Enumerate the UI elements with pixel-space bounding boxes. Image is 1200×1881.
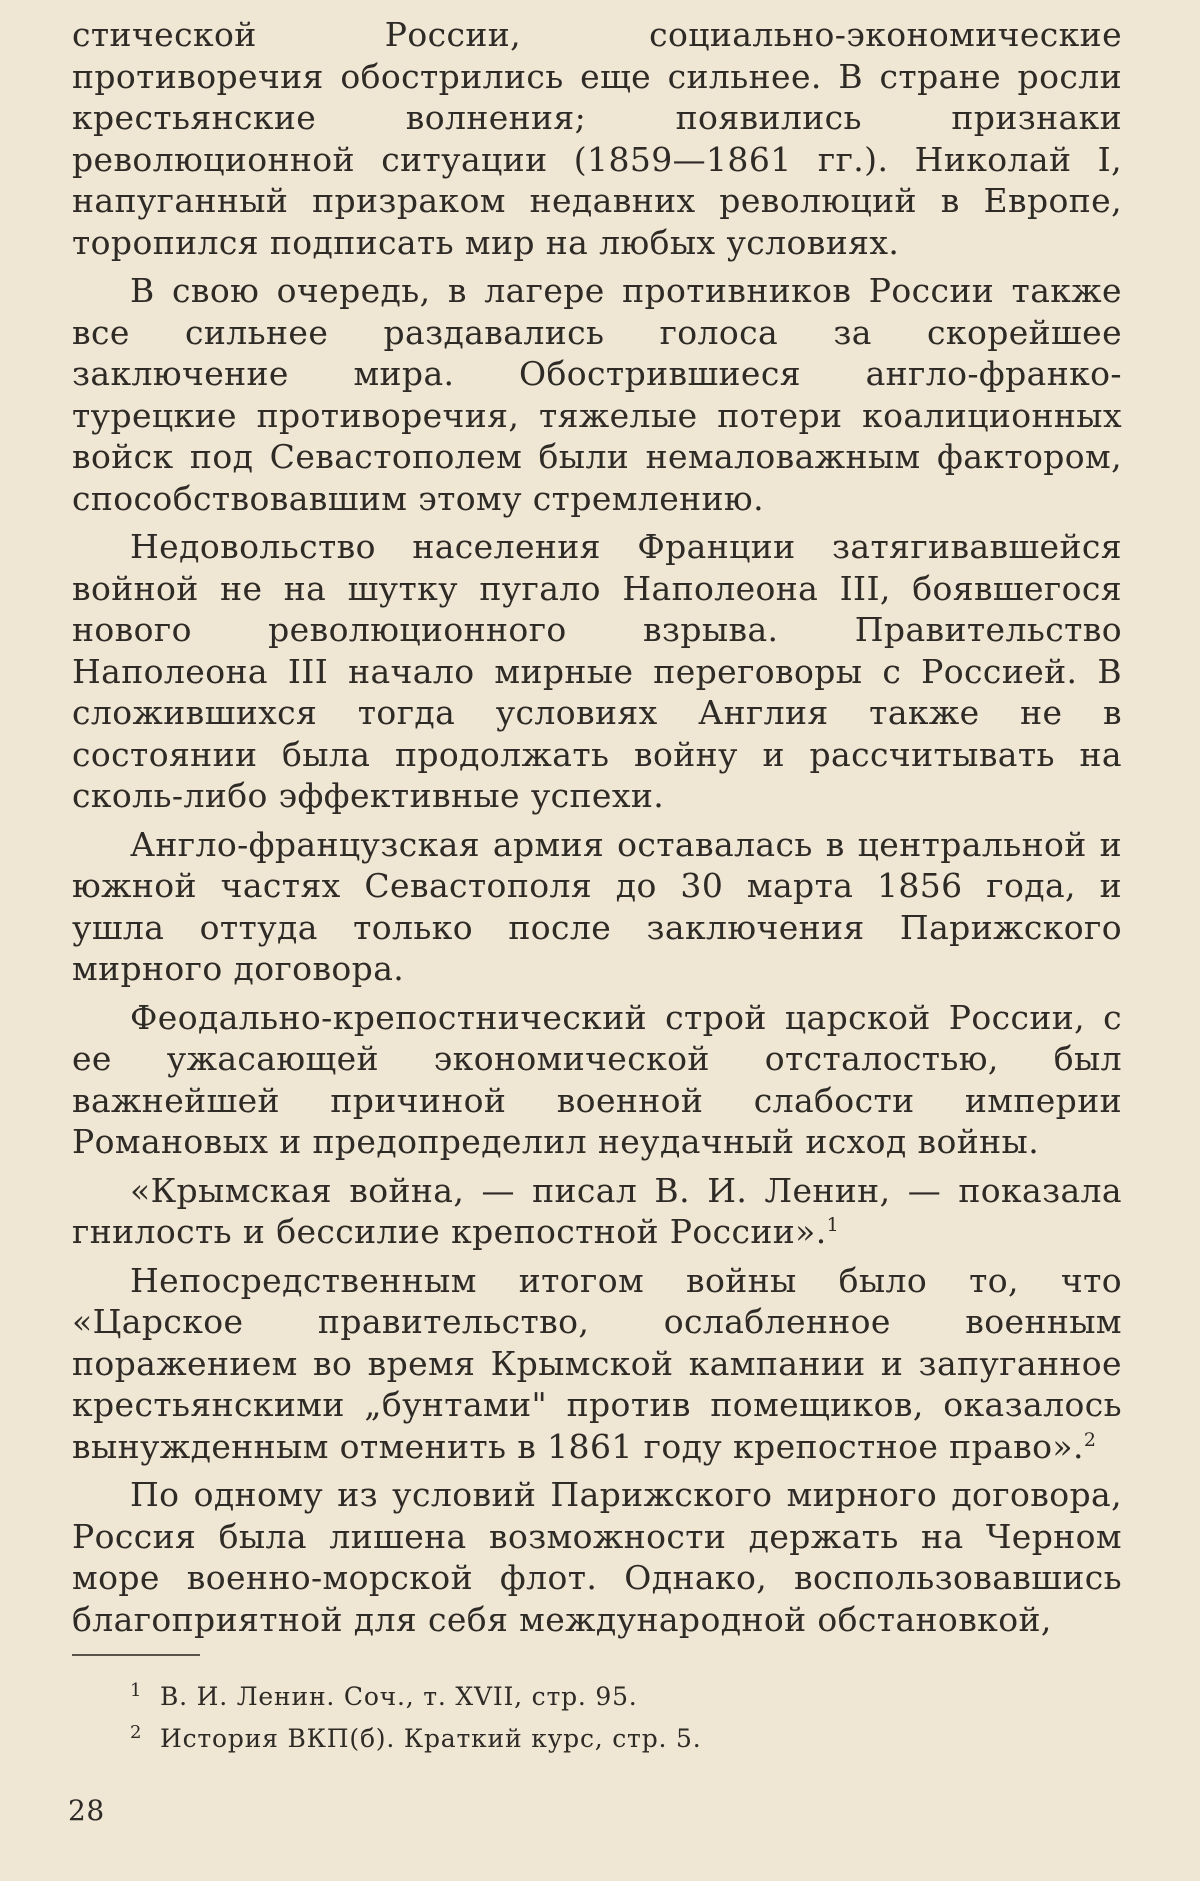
paragraph: В свою очередь, в лагере противников России также все сильнее раздавались голоса за скорейшее заключение мира. Обострившиеся англо-франко-турецкие противоречия, тяжелые потери коалиционных войск под Севастополем были немаловажным фактором, способствовавшим этому стремлению. bbox=[72, 271, 1122, 518]
quote-text: Непосредственным итогом войны было то, что «Царское правительство, ослабленное военным поражением во время Крымской кампании и запуганное крестьянскими „бунтами" против помещиков, оказалось вынужденным отменить в 1861 году крепостное право». bbox=[72, 1260, 1122, 1466]
footnotes bbox=[130, 1676, 1110, 1760]
footnote: 1 В. И. Ленин. Соч., т. XVII, стр. 95. bbox=[130, 1679, 638, 1711]
footnote-ref: 2 bbox=[1083, 1428, 1097, 1451]
paragraph-history-quote bbox=[72, 1260, 1122, 1468]
paragraph-continuation: стической России, социально-экономические противоречия обострились еще сильнее. В стране росли крестьянские волнения; появились признаки революционной ситуации (1859—1861 гг.). Николай I, напуганный призраком недавних революций в Европе, торопился подписать мир на любых условиях. bbox=[72, 15, 1122, 262]
paragraph: Феодально-крепостнический строй царской России, с ее ужасающей экономической отсталостью, был важнейшей причиной военной слабости империи Романовых и предопределил неудачный исход войны. bbox=[72, 997, 1122, 1161]
footnote-ref: 1 bbox=[826, 1214, 840, 1236]
footnote-divider bbox=[72, 1654, 200, 1656]
paragraph: По одному из условий Парижского мирного договора, Россия была лишена возможности держать на Черном море военно-морской флот. Однако, воспользовавшись благоприятной для себя международной обстановкой, bbox=[72, 1475, 1122, 1639]
footnote-text: В. И. Ленин. Соч., т. XVII, стр. 95. bbox=[160, 1682, 638, 1711]
page-body bbox=[72, 14, 1122, 1640]
paragraph: Недовольство населения Франции затягивавшейся войной не на шутку пугало Наполеона III, боявшегося нового революционного взрыва. Правительство Наполеона III начало мирные переговоры с Россией. В сложившихся тогда условиях Англия также не в состоянии была продолжать войну и рассчитывать на сколь-либо эффективные успехи. bbox=[72, 527, 1122, 815]
footnote-text: История ВКП(б). Краткий курс, стр. 5. bbox=[160, 1724, 702, 1753]
paragraph: Англо-французская армия оставалась в центральной и южной частях Севастополя до 30 марта 1856 года, и ушла оттуда только после заключения Парижского мирного договора. bbox=[72, 824, 1122, 988]
quote-text: «Крымская война, — писал В. И. Ленин, — показала гнилость и бессилие крепостной России». bbox=[72, 1170, 1122, 1251]
footnote: 2 История ВКП(б). Краткий курс, стр. 5. bbox=[130, 1721, 702, 1753]
page-number: 28 bbox=[68, 1794, 105, 1827]
paragraph-lenin-quote bbox=[72, 1170, 1122, 1253]
